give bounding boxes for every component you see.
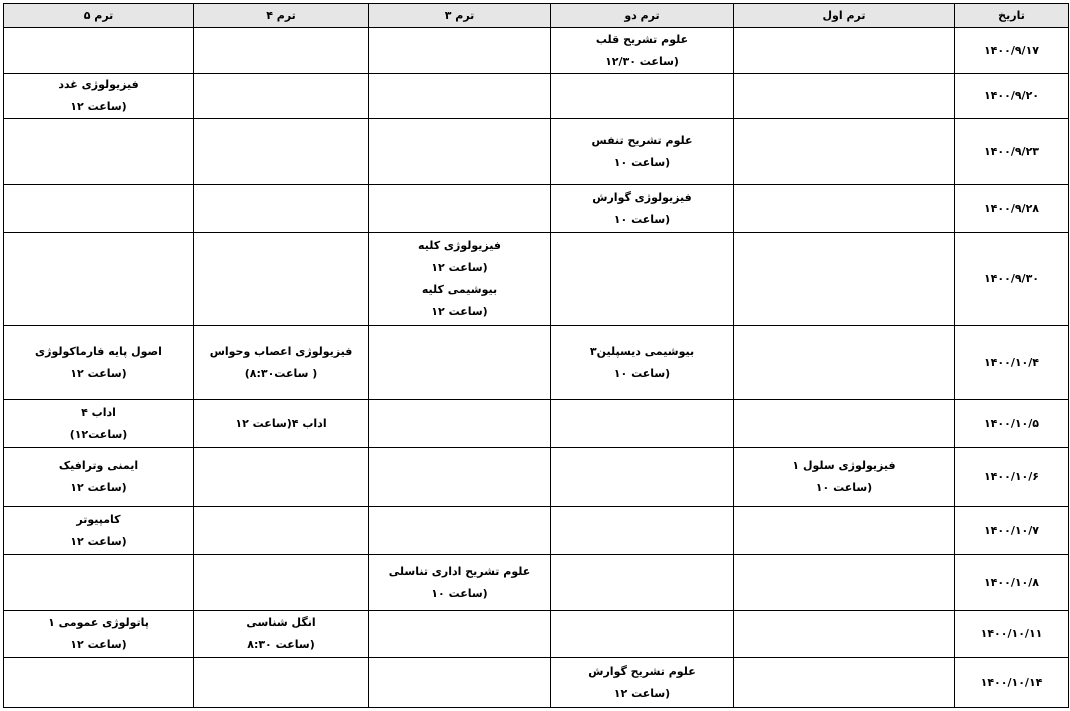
exam-entry [369, 561, 550, 605]
table-row [4, 507, 1069, 555]
term-1-cell [734, 74, 955, 119]
term-3-cell [369, 119, 551, 185]
course-name: علوم تشریح قلب [595, 32, 689, 46]
term-5-cell [4, 326, 194, 400]
term-3-cell [369, 448, 551, 507]
course-name: علوم تشریح تنفس [591, 133, 693, 147]
course-name: کامپیوتر [76, 512, 121, 526]
term-1-cell [734, 507, 955, 555]
term-4-cell [194, 507, 369, 555]
exam-entry [4, 509, 193, 553]
term-3-cell [369, 74, 551, 119]
term-5-cell [4, 448, 194, 507]
term-2-cell [551, 233, 734, 326]
header-date: تاریخ [955, 4, 1069, 28]
table-row [4, 448, 1069, 507]
term-2-cell [551, 611, 734, 658]
term-1-cell [734, 658, 955, 708]
term-5-cell [4, 611, 194, 658]
term-1-cell [734, 448, 955, 507]
header-term-2: ترم دو [551, 4, 734, 28]
date-cell: ۱۴۰۰/۱۰/۸ [955, 555, 1069, 611]
header-term-5: ترم ۵ [4, 4, 194, 28]
table-row [4, 658, 1069, 708]
exam-time: ( ساعت۸:۳۰) [244, 366, 318, 380]
exam-entry [4, 402, 193, 446]
exam-time: (ساعت ۱۲/۳۰ [605, 54, 679, 68]
term-3-cell [369, 555, 551, 611]
term-4-cell [194, 555, 369, 611]
exam-time: (ساعت ۱۲ [70, 481, 127, 494]
date-cell: ۱۴۰۰/۹/۱۷ [955, 28, 1069, 74]
exam-entry [4, 74, 193, 118]
term-2-cell [551, 119, 734, 185]
date-cell: ۱۴۰۰/۱۰/۱۱ [955, 611, 1069, 658]
term-5-cell [4, 185, 194, 233]
term-3-cell [369, 611, 551, 658]
term-3-cell [369, 507, 551, 555]
table-row [4, 28, 1069, 74]
date-cell: ۱۴۰۰/۹/۲۰ [955, 74, 1069, 119]
table-row [4, 611, 1069, 658]
exam-time: (ساعت ۱۲ [613, 686, 671, 700]
header-term-4: ترم ۴ [194, 4, 369, 28]
course-name: بیوشیمی کلیه [421, 283, 498, 296]
table-body [4, 28, 1069, 708]
table-row [4, 555, 1069, 611]
term-4-cell [194, 611, 369, 658]
term-4-cell [194, 448, 369, 507]
term-1-cell [734, 185, 955, 233]
date-cell: ۱۴۰۰/۹/۳۰ [955, 233, 1069, 326]
table-row [4, 400, 1069, 448]
course-name: فیزیولوژی سلول ۱ [792, 459, 896, 472]
course-name: ایمنی وترافیک [58, 459, 139, 472]
exam-time: (ساعت ۱۰ [815, 481, 873, 494]
exam-entry [4, 612, 193, 656]
term-2-cell [551, 28, 734, 74]
term-4-cell [194, 658, 369, 708]
exam-entry [551, 130, 733, 174]
term-2-cell [551, 448, 734, 507]
term-2-cell [551, 658, 734, 708]
term-3-cell [369, 185, 551, 233]
exam-entry [4, 455, 193, 499]
exam-entry [369, 235, 550, 279]
exam-time: (ساعت۱۲) [69, 427, 128, 441]
term-5-cell [4, 74, 194, 119]
course-name: اداب ۴ [81, 405, 116, 419]
exam-time: (ساعت ۱۲ [431, 261, 488, 274]
term-1-cell [734, 326, 955, 400]
course-name: بیوشیمی دیسپلین۳ [589, 344, 695, 358]
term-3-cell [369, 28, 551, 74]
term-4-cell [194, 400, 369, 448]
exam-time: (ساعت ۱۲ [70, 100, 127, 113]
exam-time: (ساعت ۱۲ [431, 305, 488, 318]
course-name: فیزیولوژی کلیه [418, 239, 501, 252]
date-cell: ۱۴۰۰/۱۰/۱۴ [955, 658, 1069, 708]
term-4-cell [194, 119, 369, 185]
term-5-cell [4, 507, 194, 555]
term-2-cell [551, 326, 734, 400]
term-4-cell [194, 28, 369, 74]
term-2-cell [551, 400, 734, 448]
exam-time: (ساعت ۱۲ [70, 534, 127, 548]
table-row [4, 326, 1069, 400]
exam-time: (ساعت ۸:۳۰ [247, 638, 315, 651]
date-cell: ۱۴۰۰/۱۰/۴ [955, 326, 1069, 400]
table-row [4, 185, 1069, 233]
term-1-cell [734, 28, 955, 74]
term-5-cell [4, 233, 194, 326]
date-cell: ۱۴۰۰/۹/۲۳ [955, 119, 1069, 185]
term-5-cell [4, 119, 194, 185]
term-3-cell [369, 233, 551, 326]
exam-entry [734, 455, 954, 499]
date-cell: ۱۴۰۰/۹/۲۸ [955, 185, 1069, 233]
header-term-3: ترم ۳ [369, 4, 551, 28]
exam-entry [551, 661, 733, 705]
table-row [4, 119, 1069, 185]
date-cell: ۱۴۰۰/۱۰/۶ [955, 448, 1069, 507]
course-name: فیزیولوژی اعصاب وحواس [209, 344, 353, 358]
exam-time: (ساعت ۱۰ [613, 366, 671, 380]
term-3-cell [369, 326, 551, 400]
date-cell: ۱۴۰۰/۱۰/۵ [955, 400, 1069, 448]
term-5-cell [4, 658, 194, 708]
term-1-cell [734, 400, 955, 448]
course-name: فیزیولوژی غدد [58, 78, 139, 91]
term-5-cell [4, 28, 194, 74]
exam-time: (ساعت ۱۲ [70, 366, 127, 380]
header-row [4, 4, 1069, 28]
term-4-cell [194, 326, 369, 400]
term-1-cell [734, 233, 955, 326]
exam-entry [194, 413, 368, 435]
term-5-cell [4, 400, 194, 448]
course-name: اداب ۴(ساعت ۱۲ [235, 416, 327, 430]
course-name: علوم تشریح گوارش [588, 664, 696, 678]
exam-entry [551, 29, 733, 73]
exam-entry [194, 341, 368, 385]
term-4-cell [194, 233, 369, 326]
table-row [4, 74, 1069, 119]
term-2-cell [551, 507, 734, 555]
table-header [4, 4, 1069, 28]
exam-entry [369, 279, 550, 323]
course-name: پاتولوژی عمومی ۱ [48, 616, 149, 629]
course-name: اصول پایه فارماکولوژی [35, 344, 162, 358]
course-name: فیزیولوژی گوارش [592, 190, 692, 204]
course-name: علوم تشریح اداری تناسلی [388, 564, 531, 578]
term-2-cell [551, 185, 734, 233]
term-4-cell [194, 74, 369, 119]
term-1-cell [734, 555, 955, 611]
exam-entry [551, 341, 733, 385]
exam-entry [551, 187, 733, 231]
date-cell: ۱۴۰۰/۱۰/۷ [955, 507, 1069, 555]
exam-entry [4, 341, 193, 385]
table-row [4, 233, 1069, 326]
term-3-cell [369, 400, 551, 448]
term-5-cell [4, 555, 194, 611]
term-1-cell [734, 119, 955, 185]
exam-entry [194, 612, 368, 656]
header-term-1: ترم اول [734, 4, 955, 28]
course-name: انگل شناسی [246, 616, 316, 629]
term-1-cell [734, 611, 955, 658]
term-3-cell [369, 658, 551, 708]
exam-time: (ساعت ۱۰ [613, 155, 671, 169]
term-4-cell [194, 185, 369, 233]
term-2-cell [551, 74, 734, 119]
exam-time: (ساعت ۱۰ [613, 212, 671, 226]
exam-time: (ساعت ۱۲ [70, 638, 127, 651]
exam-time: (ساعت ۱۰ [431, 586, 488, 600]
exam-schedule-table [3, 3, 1069, 708]
term-2-cell [551, 555, 734, 611]
